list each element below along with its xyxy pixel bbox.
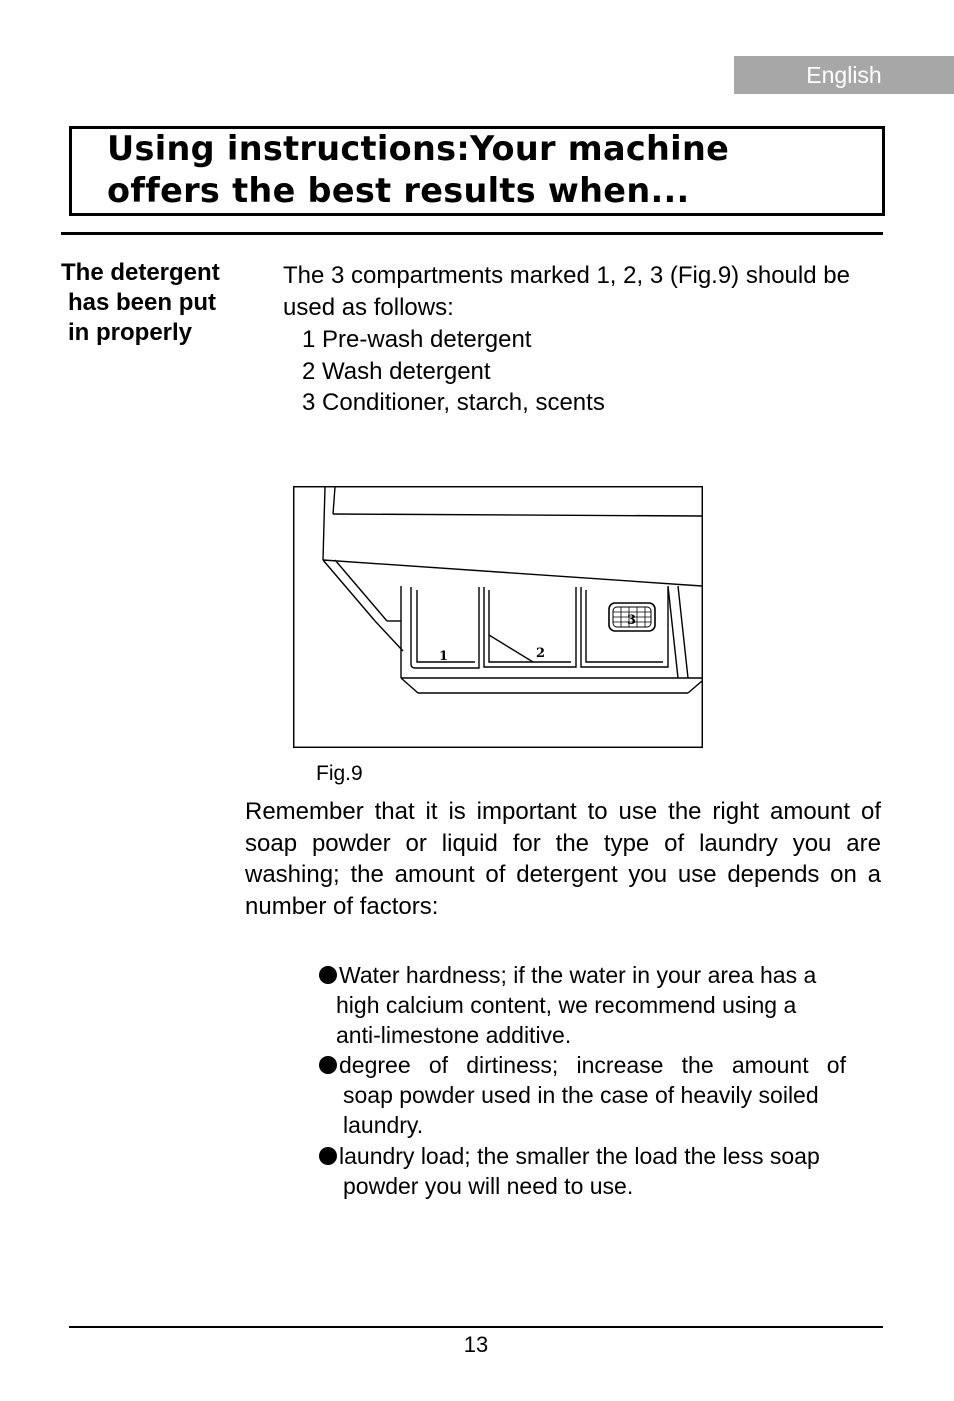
list-item bbox=[319, 1143, 820, 1170]
page-number: 13 bbox=[463, 1332, 489, 1357]
bullet-1-line-1: Water hardness; if the water in your area has a bbox=[339, 962, 817, 988]
language-tab: English bbox=[734, 56, 954, 94]
compartment-item-2: 2 Wash detergent bbox=[302, 358, 491, 385]
figure-caption: Fig.9 bbox=[316, 762, 363, 785]
compartment-label-2: 2 bbox=[536, 646, 546, 661]
bullet-2-line-1: degree of dirtiness; increase the amount of bbox=[339, 1052, 846, 1078]
list-item bbox=[319, 1052, 846, 1079]
page-title-line-1: Using instructions:Your machine bbox=[107, 129, 730, 168]
section-heading-line-1: The detergent bbox=[61, 259, 220, 286]
bullet-icon bbox=[319, 1056, 337, 1074]
compartment-label-1: 1 bbox=[439, 649, 449, 664]
compartment-item-1: 1 Pre-wash detergent bbox=[302, 326, 532, 353]
bullet-3-line-1: laundry load; the smaller the load the less soap bbox=[339, 1143, 820, 1169]
page-title-line-2: offers the best results when... bbox=[107, 171, 690, 210]
paragraph-line-1: Remember that it is important to use the right amount of bbox=[245, 798, 881, 825]
list-item bbox=[319, 962, 816, 989]
compartment-item-3: 3 Conditioner, starch, scents bbox=[302, 389, 605, 416]
section-heading-line-3: in properly bbox=[68, 319, 193, 346]
intro-line-2: used as follows: bbox=[283, 294, 454, 321]
bullet-1-line-2: high calcium content, we recommend using a bbox=[336, 992, 797, 1018]
section-heading-line-2: has been put bbox=[68, 289, 217, 316]
bullet-1-line-3: anti-limestone additive. bbox=[336, 1022, 572, 1048]
bottom-divider bbox=[69, 1326, 883, 1328]
bullet-icon bbox=[319, 966, 337, 984]
intro-line-1: The 3 compartments marked 1, 2, 3 (Fig.9) should be bbox=[283, 262, 850, 289]
bullet-2-line-2: soap powder used in the case of heavily soiled bbox=[343, 1082, 819, 1108]
bullet-2-line-3: laundry. bbox=[343, 1112, 424, 1138]
detergent-drawer-figure bbox=[293, 486, 703, 748]
paragraph-line-2: soap powder or liquid for the type of laundry you are bbox=[245, 830, 881, 857]
paragraph-line-4: number of factors: bbox=[245, 893, 439, 920]
top-divider bbox=[61, 232, 883, 235]
title-box bbox=[69, 126, 885, 216]
bullet-3-line-2: powder you will need to use. bbox=[343, 1173, 634, 1199]
bullet-icon bbox=[319, 1147, 337, 1165]
paragraph-line-3: washing; the amount of detergent you use depends on a bbox=[245, 861, 881, 888]
compartment-label-3: 3 bbox=[627, 613, 637, 628]
